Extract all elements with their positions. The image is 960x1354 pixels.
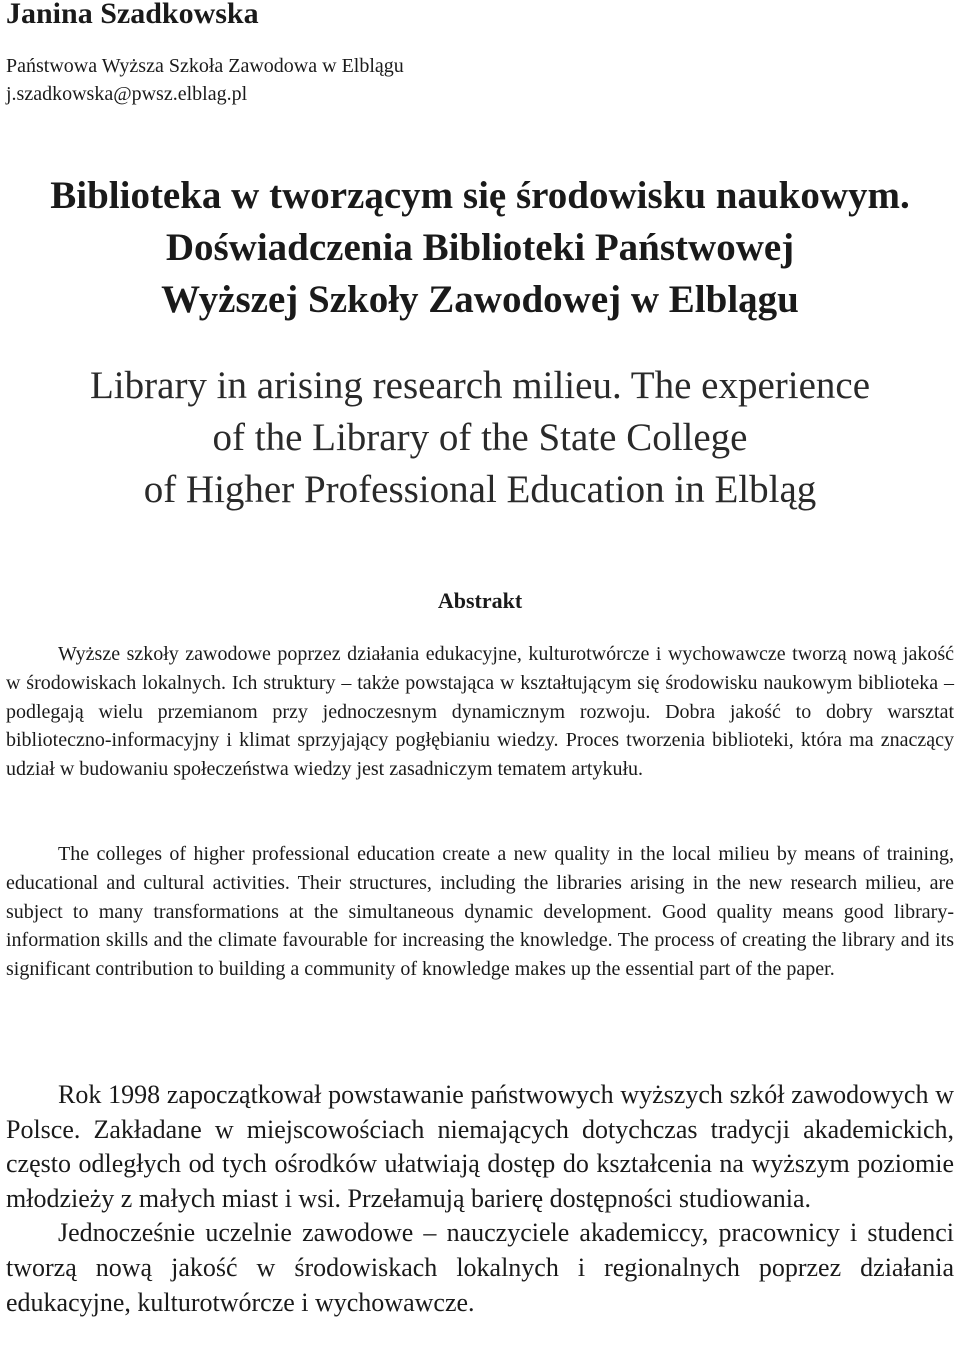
author-name: Janina Szadkowska: [6, 0, 259, 30]
title-english: [0, 360, 960, 516]
body-paragraph: Jednocześnie uczelnie zawodowe – nauczyciele akademiccy, pracownicy i studenci tworzą nową jakość w środowiskach lokalnych i regionalnych poprzez działania edukacyjne, kulturotwórcze i wychowawcze.: [6, 1218, 954, 1317]
title-polish-line: Wyższej Szkoły Zawodowej w Elblągu: [161, 278, 799, 321]
author-affiliation: Państwowa Wyższa Szkoła Zawodowa w Elblągu: [6, 55, 404, 77]
title-english-line: of Higher Professional Education in Elbląg: [143, 468, 817, 511]
abstract-heading: Abstrakt: [437, 588, 523, 613]
title-english-line: of the Library of the State College: [212, 416, 748, 459]
title-english-line: Library in arising research milieu. The experience: [89, 364, 871, 407]
title-polish-line: Biblioteka w tworzącym się środowisku naukowym.: [50, 174, 910, 217]
body-text: [6, 1078, 954, 1320]
abstract-english: The colleges of higher professional education create a new quality in the local milieu by means of training, educational and cultural activities. Their structures, including the libraries arising in the new research milieu, are subject to many transformations at the simultaneous dynamic development. Good quality means good library-information skills and the climate favourable for increasing the knowledge. The process of creating the library and its significant contribution to building a community of knowledge makes up the essential part of the paper.: [6, 843, 954, 981]
title-polish: [0, 170, 960, 326]
author-email: j.szadkowska@pwsz.elblag.pl: [6, 83, 248, 105]
title-polish-line: Doświadczenia Biblioteki Państwowej: [165, 226, 795, 269]
abstract-polish: Wyższe szkoły zawodowe poprzez działania edukacyjne, kulturotwórcze i wychowawcze tworzą nową jakość w środowiskach lokalnych. Ich struktury – także powstająca w kształtującym się środowisku naukowym biblioteka – podlegają wielu przemianom przy jednoczesnym dynamicznym rozwoju. Dobra jakość to dobry warsztat biblioteczno-informacyjny i klimat sprzyjający pogłębianiu wiedzy. Proces tworzenia biblioteki, która ma znaczący udział w budowaniu społeczeństwa wiedzy jest zasadniczym tematem artykułu.: [6, 643, 954, 781]
body-paragraph: Rok 1998 zapoczątkował powstawanie państwowych wyższych szkół zawodowych w Polsce. Zakładane w miejscowościach niemających dotychczas tradycji akademickich, często odległych od tych ośrodków ułatwiają dostęp do kształcenia na wyższym poziomie młodzieży z małych miast i wsi. Przełamują barierę dostępności studiowania.: [6, 1080, 954, 1213]
